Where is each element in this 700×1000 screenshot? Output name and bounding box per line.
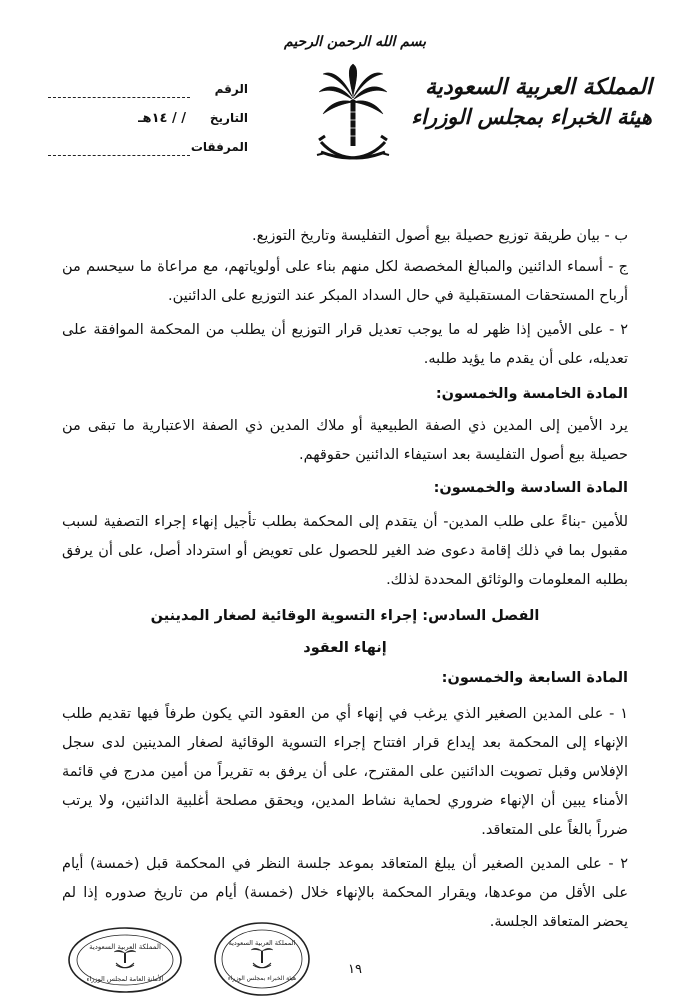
- article-57-item-2: ٢ - على المدين الصغير أن يبلغ المتعاقد بموعد جلسة النظر في المحكمة قبل (خمسة) أيام على الأقل من موعدها، ويقرار المحكمة بالإنهاء خلال (خمسة) أيام من تاريخ صدوره إذا لم يحضر المتعاقد الجلسة.: [62, 856, 628, 930]
- ref-attachments-line: [48, 155, 190, 156]
- item-j: ج - أسماء الدائنين والمبالغ المخصصة لكل منهم بناء على أولوياتهم، مع مراعاة ما سيحسم من أرباح المستحقات المستقبلية في حال السداد المبكر عند التوزيع على الدائنين.: [62, 259, 628, 304]
- article-55-text: يرد الأمين إلى المدين ذي الصفة الطبيعية أو ملاك المدين ذي الصفة الاعتبارية ما تبقى من حصيلة بيع أصول التفليسة بعد استيفاء الدائنين حقوقهم.: [62, 418, 628, 463]
- org-line-2: هيئة الخبراء بمجلس الوزراء: [411, 104, 652, 129]
- ref-attachments-label: المرفقات: [190, 140, 248, 154]
- stamp-left-emblem-icon: [114, 950, 136, 968]
- organization-header: [411, 72, 652, 132]
- stamp-right-emblem-icon: [251, 948, 273, 968]
- stamp-left-line-2: الأمانة العامة لمجلس الوزراء: [86, 975, 164, 983]
- article-57-item-1: ١ - على المدين الصغير الذي يرغب في إنهاء أي من العقود التي يكون طرفاً فيها تقديم طلب الإنهاء إلى المحكمة بعد إيداع قرار افتتاح إجراء التسوية الوقائية لصغار المدينين لدى سجل الإفلاس وقبل تصويت الدائنين على المقترح، على أن يرفق به تقريراً من أمين مدرج في قائمة الأمناء يبين أن الإنهاء ضروري لحماية نشاط المدين، ويحقق مصلحة أغلبية الدائنين، ولا يرتب ضرراً بالغاً على المتعاقد.: [62, 706, 628, 838]
- item-b: ب - بيان طريقة توزيع حصيلة بيع أصول التفليسة وتاريخ التوزيع.: [252, 228, 628, 244]
- ref-date-field: [48, 111, 248, 133]
- article-56-text: للأمين -بناءً على طلب المدين- أن يتقدم إلى المحكمة بطلب تأجيل إنهاء إجراء التصفية لسبب مقبول بما في ذلك إقامة دعوى ضد الغير للحصول على تعويض أو استرداد أصل، على أن يرفق بطلبه المعلومات والوثائق المحددة لذلك.: [62, 514, 628, 588]
- ref-attachments-field: [48, 140, 248, 162]
- stamp-right-line-1: المملكة العربية السعودية: [228, 939, 296, 947]
- chapter-title: الفصل السادس: إجراء التسوية الوقائية لصغار المدينين: [150, 608, 540, 624]
- item-2-distribution: ٢ - على الأمين إذا ظهر له ما يوجب تعديل قرار التوزيع أن يطلب من المحكمة الموافقة على تعديله، على أن يقدم ما يؤيد طلبه.: [62, 322, 628, 367]
- ref-number-label: الرقم: [214, 82, 248, 96]
- stamp-right-line-2: هيئة الخبراء بمجلس الوزراء: [227, 975, 297, 982]
- ref-date-label: التاريخ: [209, 111, 248, 125]
- stamp-left-line-1: المملكة العربية السعودية: [89, 943, 161, 951]
- basmala: بسم الله الرحمن الرحيم: [284, 34, 426, 50]
- stamp-general-secretariat: [66, 925, 184, 995]
- ref-number-field: [48, 82, 248, 104]
- page-number: ١٩: [348, 962, 362, 977]
- org-line-1: المملكة العربية السعودية: [424, 74, 652, 100]
- section-title: إنهاء العقود: [303, 640, 387, 656]
- article-56-title: المادة السادسة والخمسون:: [433, 480, 628, 496]
- ref-date-format: / / ١٤هـ: [138, 111, 186, 126]
- national-emblem-icon: [313, 62, 393, 172]
- stamp-experts-commission: [212, 920, 312, 998]
- article-57-title: المادة السابعة والخمسون:: [441, 670, 628, 686]
- ref-number-line: [48, 97, 190, 98]
- article-55-title: المادة الخامسة والخمسون:: [435, 386, 628, 402]
